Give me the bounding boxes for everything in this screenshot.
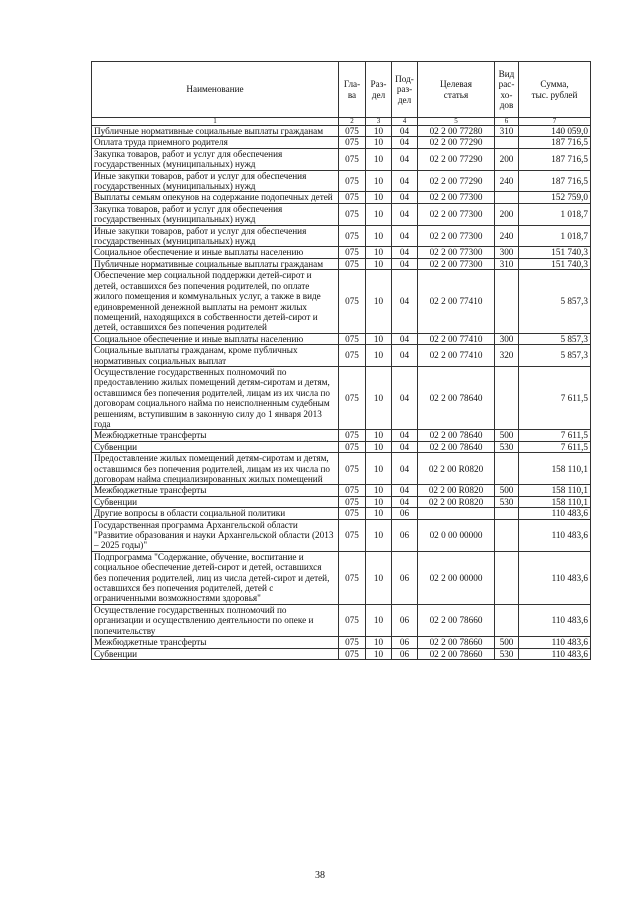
row-statya: 02 2 00 77410 bbox=[418, 333, 495, 344]
row-glava: 075 bbox=[339, 648, 366, 659]
row-name: Публичные нормативные социальные выплаты гражданам bbox=[92, 126, 339, 137]
row-glava: 075 bbox=[339, 637, 366, 648]
row-name: Закупка товаров, работ и услуг для обеспечения государственных (муниципальных) нужд bbox=[92, 203, 339, 225]
row-name: Выплаты семьям опекунов на содержание подопечных детей bbox=[92, 192, 339, 203]
row-name: Другие вопросы в области социальной политики bbox=[92, 508, 339, 519]
row-vid: 200 bbox=[495, 148, 519, 170]
row-glava: 075 bbox=[339, 258, 366, 269]
row-summa: 110 483,6 bbox=[519, 604, 591, 636]
table-header-row bbox=[92, 62, 591, 118]
table-row bbox=[92, 247, 591, 258]
row-summa: 152 759,0 bbox=[519, 192, 591, 203]
row-statya: 02 2 00 77290 bbox=[418, 170, 495, 192]
row-vid bbox=[495, 508, 519, 519]
row-razdel: 10 bbox=[366, 441, 392, 452]
row-podrazdel: 04 bbox=[392, 441, 418, 452]
table-row bbox=[92, 604, 591, 636]
column-number: 1 bbox=[92, 118, 339, 126]
row-podrazdel: 04 bbox=[392, 453, 418, 485]
table-row bbox=[92, 366, 591, 429]
row-vid: 310 bbox=[495, 126, 519, 137]
row-summa: 158 110,1 bbox=[519, 453, 591, 485]
table-row bbox=[92, 258, 591, 269]
row-razdel: 10 bbox=[366, 137, 392, 148]
row-razdel: 10 bbox=[366, 247, 392, 258]
row-summa: 151 740,3 bbox=[519, 247, 591, 258]
row-vid: 530 bbox=[495, 441, 519, 452]
column-number: 7 bbox=[519, 118, 591, 126]
table-row bbox=[92, 192, 591, 203]
row-summa: 140 059,0 bbox=[519, 126, 591, 137]
row-glava: 075 bbox=[339, 345, 366, 367]
row-statya: 02 0 00 00000 bbox=[418, 519, 495, 551]
row-vid bbox=[495, 604, 519, 636]
row-vid bbox=[495, 192, 519, 203]
table-row bbox=[92, 648, 591, 659]
row-name: Субвенции bbox=[92, 648, 339, 659]
table-row bbox=[92, 203, 591, 225]
row-glava: 075 bbox=[339, 366, 366, 429]
row-name: Публичные нормативные социальные выплаты гражданам bbox=[92, 258, 339, 269]
table-body bbox=[92, 126, 591, 660]
row-glava: 075 bbox=[339, 247, 366, 258]
row-vid: 310 bbox=[495, 258, 519, 269]
row-glava: 075 bbox=[339, 519, 366, 551]
table-row bbox=[92, 333, 591, 344]
row-vid bbox=[495, 270, 519, 333]
column-number: 5 bbox=[418, 118, 495, 126]
row-statya: 02 2 00 77300 bbox=[418, 258, 495, 269]
row-glava: 075 bbox=[339, 225, 366, 247]
row-podrazdel: 04 bbox=[392, 333, 418, 344]
row-glava: 075 bbox=[339, 270, 366, 333]
row-summa: 110 483,6 bbox=[519, 637, 591, 648]
row-summa: 158 110,1 bbox=[519, 485, 591, 496]
header-statya: Целевая статья bbox=[418, 62, 495, 118]
row-statya: 02 2 00 77300 bbox=[418, 225, 495, 247]
row-summa: 7 611,5 bbox=[519, 430, 591, 441]
row-vid: 300 bbox=[495, 247, 519, 258]
row-vid: 300 bbox=[495, 333, 519, 344]
header-name: Наименование bbox=[92, 62, 339, 118]
table-row bbox=[92, 508, 591, 519]
row-name: Иные закупки товаров, работ и услуг для обеспечения государственных (муниципальных) нужд bbox=[92, 225, 339, 247]
row-podrazdel: 04 bbox=[392, 192, 418, 203]
row-podrazdel: 06 bbox=[392, 604, 418, 636]
row-summa: 187 716,5 bbox=[519, 137, 591, 148]
row-razdel: 10 bbox=[366, 508, 392, 519]
row-razdel: 10 bbox=[366, 148, 392, 170]
row-statya: 02 2 00 77410 bbox=[418, 345, 495, 367]
row-summa: 5 857,3 bbox=[519, 333, 591, 344]
row-vid: 240 bbox=[495, 170, 519, 192]
row-podrazdel: 06 bbox=[392, 637, 418, 648]
row-summa: 151 740,3 bbox=[519, 258, 591, 269]
row-glava: 075 bbox=[339, 148, 366, 170]
column-number-row bbox=[92, 118, 591, 126]
row-summa: 187 716,5 bbox=[519, 148, 591, 170]
row-podrazdel: 04 bbox=[392, 148, 418, 170]
row-summa: 187 716,5 bbox=[519, 170, 591, 192]
row-razdel: 10 bbox=[366, 225, 392, 247]
row-name: Социальное обеспечение и иные выплаты населению bbox=[92, 333, 339, 344]
row-statya: 02 2 00 78660 bbox=[418, 648, 495, 659]
table-row bbox=[92, 551, 591, 604]
row-vid: 530 bbox=[495, 496, 519, 507]
row-statya: 02 2 00 R0820 bbox=[418, 453, 495, 485]
row-statya: 02 2 00 77410 bbox=[418, 270, 495, 333]
row-name: Государственная программа Архангельской области "Развитие образования и науки Архангельской области (2013 – 2025 годы)" bbox=[92, 519, 339, 551]
row-vid bbox=[495, 366, 519, 429]
row-name: Закупка товаров, работ и услуг для обеспечения государственных (муниципальных) нужд bbox=[92, 148, 339, 170]
row-summa: 1 018,7 bbox=[519, 203, 591, 225]
row-statya: 02 2 00 78640 bbox=[418, 441, 495, 452]
row-podrazdel: 04 bbox=[392, 225, 418, 247]
row-glava: 075 bbox=[339, 333, 366, 344]
row-name: Субвенции bbox=[92, 441, 339, 452]
row-podrazdel: 04 bbox=[392, 126, 418, 137]
row-razdel: 10 bbox=[366, 453, 392, 485]
row-statya bbox=[418, 508, 495, 519]
row-name: Осуществление государственных полномочий по предоставлению жилых помещений детям-сиротам и детям, оставшимся без попечения родителей, лицам из их числа по договорам социального найма по неисполненным судебным решениям, вступившим в законную силу до 1 января 2013 года bbox=[92, 366, 339, 429]
header-summa: Сумма, тыс. рублей bbox=[519, 62, 591, 118]
header-vid: Вид рас- хо- дов bbox=[495, 62, 519, 118]
row-vid: 500 bbox=[495, 485, 519, 496]
row-podrazdel: 04 bbox=[392, 258, 418, 269]
row-podrazdel: 04 bbox=[392, 137, 418, 148]
row-podrazdel: 06 bbox=[392, 519, 418, 551]
table-row bbox=[92, 126, 591, 137]
row-razdel: 10 bbox=[366, 345, 392, 367]
row-statya: 02 2 00 78660 bbox=[418, 637, 495, 648]
row-statya: 02 2 00 77280 bbox=[418, 126, 495, 137]
column-number: 3 bbox=[366, 118, 392, 126]
row-glava: 075 bbox=[339, 508, 366, 519]
table-row bbox=[92, 148, 591, 170]
row-razdel: 10 bbox=[366, 333, 392, 344]
row-glava: 075 bbox=[339, 430, 366, 441]
header-glava: Гла- ва bbox=[339, 62, 366, 118]
header-razdel: Раз- дел bbox=[366, 62, 392, 118]
row-summa: 110 483,6 bbox=[519, 508, 591, 519]
row-statya: 02 2 00 R0820 bbox=[418, 485, 495, 496]
row-glava: 075 bbox=[339, 551, 366, 604]
row-podrazdel: 04 bbox=[392, 430, 418, 441]
row-statya: 02 2 00 77300 bbox=[418, 192, 495, 203]
table-row bbox=[92, 519, 591, 551]
row-podrazdel: 04 bbox=[392, 496, 418, 507]
row-name: Осуществление государственных полномочий по организации и осуществлению деятельности по опеке и попечительству bbox=[92, 604, 339, 636]
table-row bbox=[92, 496, 591, 507]
row-name: Обеспечение мер социальной поддержки детей-сирот и детей, оставшихся без попечения родителей, по оплате жилого помещения и коммунальных услуг, а также в виде единовременной денежной выплаты на ремонт жилых помещений, находящихся в собственности детей-сирот и детей, оставшихся без попечения родителей bbox=[92, 270, 339, 333]
row-glava: 075 bbox=[339, 126, 366, 137]
row-statya: 02 2 00 77290 bbox=[418, 148, 495, 170]
page-number: 38 bbox=[315, 870, 325, 881]
row-name: Социальное обеспечение и иные выплаты населению bbox=[92, 247, 339, 258]
row-vid bbox=[495, 453, 519, 485]
row-razdel: 10 bbox=[366, 637, 392, 648]
table-row bbox=[92, 441, 591, 452]
row-statya: 02 2 00 77300 bbox=[418, 247, 495, 258]
table-row bbox=[92, 637, 591, 648]
row-glava: 075 bbox=[339, 203, 366, 225]
row-name: Иные закупки товаров, работ и услуг для обеспечения государственных (муниципальных) нужд bbox=[92, 170, 339, 192]
row-podrazdel: 04 bbox=[392, 485, 418, 496]
row-razdel: 10 bbox=[366, 430, 392, 441]
row-vid: 500 bbox=[495, 637, 519, 648]
row-summa: 158 110,1 bbox=[519, 496, 591, 507]
row-vid: 500 bbox=[495, 430, 519, 441]
row-glava: 075 bbox=[339, 170, 366, 192]
table-row bbox=[92, 137, 591, 148]
row-podrazdel: 04 bbox=[392, 247, 418, 258]
row-statya: 02 2 00 78660 bbox=[418, 604, 495, 636]
row-podrazdel: 04 bbox=[392, 270, 418, 333]
row-statya: 02 2 00 78640 bbox=[418, 366, 495, 429]
row-statya: 02 2 00 77290 bbox=[418, 137, 495, 148]
row-vid: 530 bbox=[495, 648, 519, 659]
row-razdel: 10 bbox=[366, 551, 392, 604]
row-vid: 240 bbox=[495, 225, 519, 247]
row-summa: 1 018,7 bbox=[519, 225, 591, 247]
row-summa: 7 611,5 bbox=[519, 366, 591, 429]
table-row bbox=[92, 270, 591, 333]
row-statya: 02 2 00 R0820 bbox=[418, 496, 495, 507]
row-summa: 7 611,5 bbox=[519, 441, 591, 452]
row-podrazdel: 06 bbox=[392, 551, 418, 604]
row-name: Предоставление жилых помещений детям-сиротам и детям, оставшимся без попечения родителей, лицам из их числа по договорам найма специализированных жилых помещений bbox=[92, 453, 339, 485]
row-summa: 110 483,6 bbox=[519, 648, 591, 659]
row-razdel: 10 bbox=[366, 126, 392, 137]
row-glava: 075 bbox=[339, 604, 366, 636]
row-summa: 110 483,6 bbox=[519, 519, 591, 551]
row-glava: 075 bbox=[339, 496, 366, 507]
column-number: 4 bbox=[392, 118, 418, 126]
table-row bbox=[92, 430, 591, 441]
row-razdel: 10 bbox=[366, 170, 392, 192]
row-name: Подпрограмма "Содержание, обучение, воспитание и социальное обеспечение детей-сирот и детей, оставшихся без попечения родителей, лиц из числа детей-сирот и детей, оставшихся без попечения родителей, детей с ограниченными возможностями здоровья" bbox=[92, 551, 339, 604]
row-razdel: 10 bbox=[366, 366, 392, 429]
row-name: Оплата труда приемного родителя bbox=[92, 137, 339, 148]
row-vid: 200 bbox=[495, 203, 519, 225]
row-name: Социальные выплаты гражданам, кроме публичных нормативных социальных выплат bbox=[92, 345, 339, 367]
header-podrazdel: Под- раз- дел bbox=[392, 62, 418, 118]
row-summa: 5 857,3 bbox=[519, 270, 591, 333]
row-razdel: 10 bbox=[366, 485, 392, 496]
row-glava: 075 bbox=[339, 137, 366, 148]
row-podrazdel: 04 bbox=[392, 366, 418, 429]
row-podrazdel: 04 bbox=[392, 170, 418, 192]
row-razdel: 10 bbox=[366, 270, 392, 333]
row-name: Межбюджетные трансферты bbox=[92, 637, 339, 648]
row-podrazdel: 06 bbox=[392, 508, 418, 519]
row-podrazdel: 06 bbox=[392, 648, 418, 659]
table-row bbox=[92, 345, 591, 367]
row-statya: 02 2 00 00000 bbox=[418, 551, 495, 604]
row-vid bbox=[495, 519, 519, 551]
row-podrazdel: 04 bbox=[392, 345, 418, 367]
row-summa: 110 483,6 bbox=[519, 551, 591, 604]
column-number: 6 bbox=[495, 118, 519, 126]
row-glava: 075 bbox=[339, 441, 366, 452]
table-row bbox=[92, 453, 591, 485]
row-vid: 320 bbox=[495, 345, 519, 367]
row-name: Субвенции bbox=[92, 496, 339, 507]
row-glava: 075 bbox=[339, 453, 366, 485]
table-row bbox=[92, 485, 591, 496]
row-razdel: 10 bbox=[366, 203, 392, 225]
row-vid bbox=[495, 137, 519, 148]
row-vid bbox=[495, 551, 519, 604]
row-summa: 5 857,3 bbox=[519, 345, 591, 367]
row-name: Межбюджетные трансферты bbox=[92, 485, 339, 496]
row-razdel: 10 bbox=[366, 496, 392, 507]
table-row bbox=[92, 170, 591, 192]
budget-table bbox=[91, 61, 591, 660]
table-row bbox=[92, 225, 591, 247]
row-statya: 02 2 00 77300 bbox=[418, 203, 495, 225]
row-razdel: 10 bbox=[366, 192, 392, 203]
row-razdel: 10 bbox=[366, 604, 392, 636]
row-glava: 075 bbox=[339, 485, 366, 496]
row-razdel: 10 bbox=[366, 648, 392, 659]
row-glava: 075 bbox=[339, 192, 366, 203]
row-razdel: 10 bbox=[366, 258, 392, 269]
row-razdel: 10 bbox=[366, 519, 392, 551]
row-name: Межбюджетные трансферты bbox=[92, 430, 339, 441]
row-statya: 02 2 00 78640 bbox=[418, 430, 495, 441]
row-podrazdel: 04 bbox=[392, 203, 418, 225]
column-number: 2 bbox=[339, 118, 366, 126]
